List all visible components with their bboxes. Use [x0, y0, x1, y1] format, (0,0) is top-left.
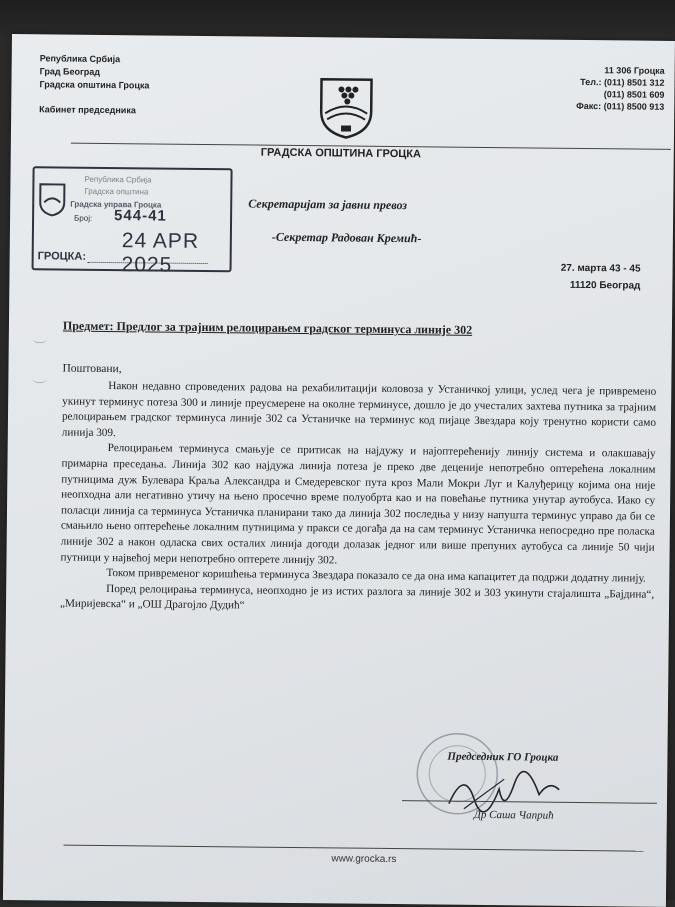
footer-website: www.grocka.rs: [331, 853, 397, 866]
address-line: 11120 Београд: [569, 279, 641, 292]
stamp-number: 544-41: [114, 207, 167, 225]
sender-line: Град Београд: [39, 66, 101, 77]
body-paragraph: Након недавно спроведених радова на рехабилитацији коловоза у Устаничкој улици, услед чега је привремено укинут терминус потеза 300 и линије преусмерене на околне терминусе, дошло је до учесталих захтева путника за трајним релоцирањем градског терминуса линије 302 са Устаничке на терминус код пијаце Звездара коју тренутно користи само линија 309.: [61, 380, 657, 439]
punch-hole-mark: [33, 334, 47, 343]
contact-line: Тел.: (011) 8501 312: [580, 76, 665, 88]
stamp-place: ГРОЦКА:: [37, 250, 87, 263]
sender-line: Република Србија: [39, 53, 121, 65]
footer-divider: [64, 845, 644, 852]
stamp-line: Градска општина: [84, 186, 149, 197]
letter-greeting: Поштовани,: [62, 362, 122, 376]
received-stamp: [32, 166, 233, 277]
contact-line: 11 306 Гроцка: [604, 65, 665, 76]
coat-of-arms-icon: [311, 71, 382, 142]
contact-line: (011) 8501 609: [603, 89, 665, 100]
contact-line: Факс: (011) 8500 913: [576, 100, 665, 112]
sender-block: [39, 52, 150, 117]
recipient-office: Секретаријат за јавни превоз: [248, 196, 408, 213]
body-paragraph: Поред релоцирања терминуса, неопходно је из истих разлога за линије 302 и 303 укинути стајалишта „Бајдина“, „Миријевска“ и „ОШ Драгојло Дудић“: [59, 582, 655, 612]
letter-subject: Предмет: Предлог за трајним релоцирањем градског терминуса линије 302: [62, 318, 473, 337]
signatory-title: Председник ГО Гроцка: [447, 750, 559, 764]
stamp-line: Градска управа Гроцка: [70, 199, 162, 210]
recipient-person: -Секретар Радован Кремић-: [271, 229, 422, 246]
body-paragraph: Током привременог коришћења терминуса Звездара показало се да она има капацитет да подржи додатну линију.: [106, 567, 646, 585]
punch-hole-mark: [32, 374, 46, 383]
address-line: 27. марта 43 - 45: [560, 262, 641, 275]
recipient-address: [560, 260, 640, 295]
stamp-number-label: Број:: [74, 213, 93, 223]
cabinet-line: Кабинет председника: [39, 104, 136, 116]
stamp-date: 24 APR 2025: [121, 229, 200, 277]
letter-page: [3, 34, 675, 907]
stamp-emblem-icon: [38, 182, 66, 216]
organization-title: ГРАДСКА ОПШТИНА ГРОЦКА: [260, 146, 422, 161]
body-paragraph: Релоцирањем терминуса смањује се притисак на најдужу и најоптерећенију линију система и олакшавају примарна преседања. Линија 302 као најдужа линија потеза је преко две деценије непотребно оптерећена локалним путницима дуж Булевара Краља Александра и Смедеревског пута кроз Мали Мокри Луг и Калуђерицу којима она није неопходна али негативно утичу на њено просечно време полуобрта као и на повећање путника унутар аутобуса. Иако су поласци линија са терминуса Устаничка планирани тако да линија 302 последња у низу напушта терминус управо да би се смањило њено оптерећење локалним путницима у пракси се догађа да на сам терминус Устаничка непосредно пре поласка линије 302 а након одласка свих осталих линија догоди долазак једног или више препуних аутобуса са линије 50 чији путници у највећој мери непотребно оптерете линију 302.: [60, 442, 656, 566]
stamp-line: Република Србија: [84, 174, 152, 185]
sender-line: Градска општина Гроцка: [39, 79, 150, 91]
contact-block: [576, 64, 665, 113]
letter-body: [60, 379, 656, 619]
signatory-name: Др Саша Чапрић: [473, 808, 554, 822]
